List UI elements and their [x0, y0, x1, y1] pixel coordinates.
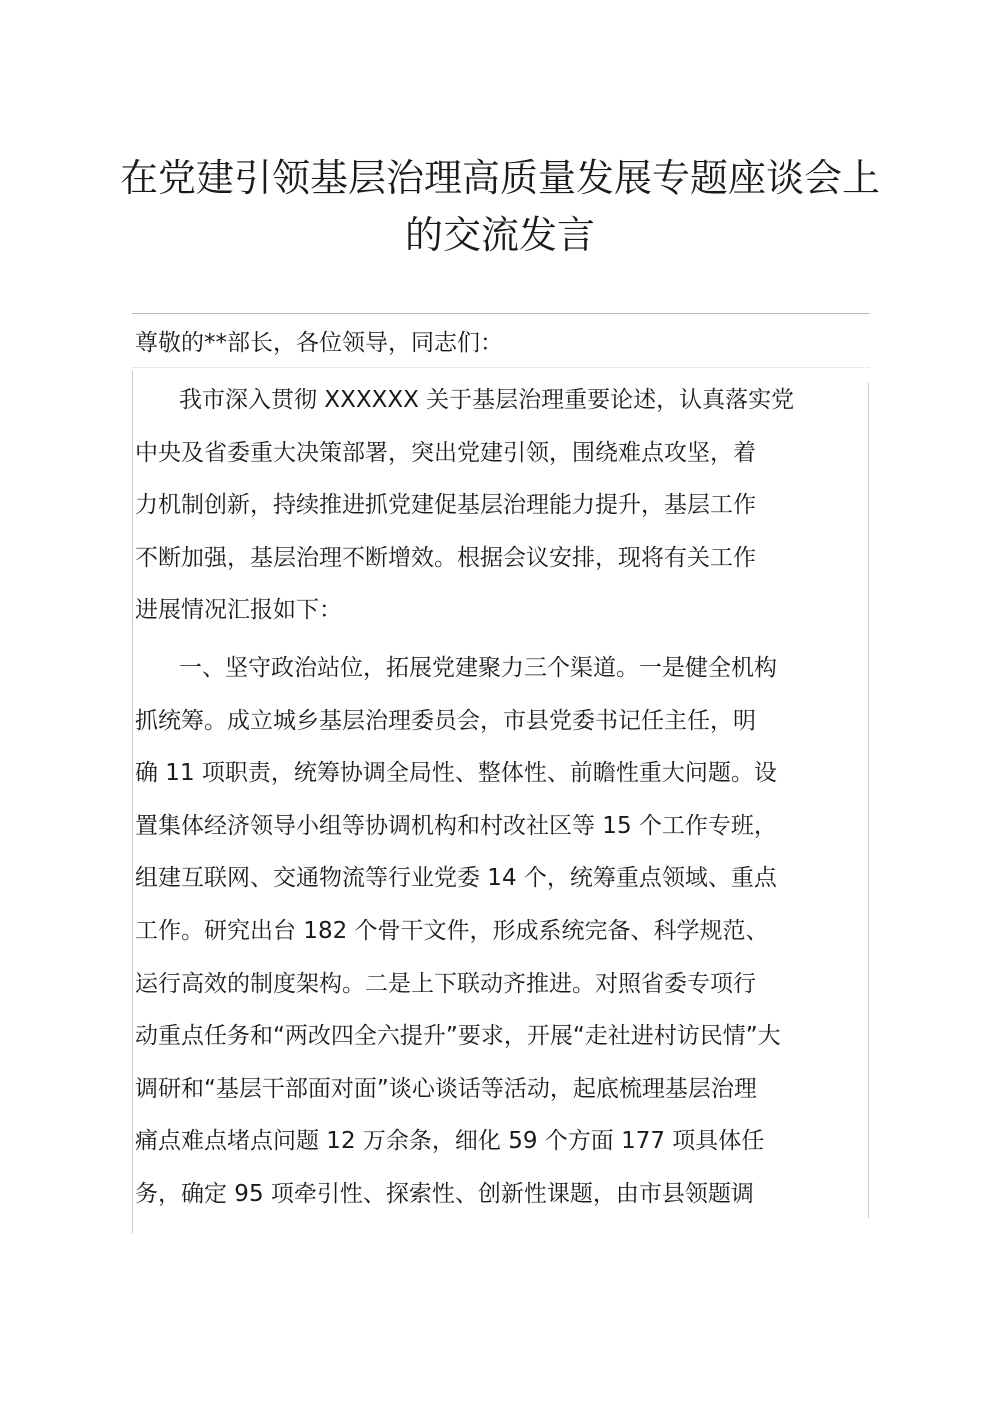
- paragraph-intro: [135, 374, 871, 637]
- paragraph-line: 不断加强，基层治理不断增效。根据会议安排，现将有关工作: [135, 544, 756, 571]
- salutation: 尊敬的**部长，各位领导，同志们：: [135, 330, 503, 356]
- paragraph-line: 中央及省委重大决策部署，突出党建引领，围绕难点攻坚，着: [135, 439, 756, 466]
- left-border: [132, 371, 133, 1233]
- paragraph-line: 力机制创新，持续推进抓党建促基层治理能力提升，基层工作: [135, 492, 756, 519]
- paragraph-line: 痛点难点堵点问题 12 万余条，细化 59 个方面 177 项具体任: [135, 1128, 765, 1155]
- paragraph-line: 进展情况汇报如下：: [135, 597, 342, 624]
- document-title: [120, 150, 880, 264]
- paragraph-line: 我市深入贯彻 XXXXXX 关于基层治理重要论述，认真落实党: [179, 387, 795, 413]
- paragraph-line: 动重点任务和“两改四全六提升”要求，开展“走社进村访民情”大: [135, 1023, 781, 1050]
- paragraph-section-one: [135, 642, 871, 1221]
- top-divider: [132, 313, 870, 314]
- paragraph-line: 调研和“基层干部面对面”谈心谈话等活动，起底梳理基层治理: [135, 1075, 757, 1102]
- title-line-2: 的交流发言: [404, 213, 595, 257]
- paragraph-line: 一、坚守政治站位，拓展党建聚力三个渠道。一是健全机构: [179, 655, 777, 681]
- paragraph-line: 运行高效的制度架构。二是上下联动齐推进。对照省委专项行: [135, 970, 756, 997]
- paragraph-line: 工作。研究出台 182 个骨干文件，形成系统完备、科学规范、: [135, 917, 769, 944]
- paragraph-line: 组建互联网、交通物流等行业党委 14 个，统筹重点领域、重点: [135, 865, 777, 892]
- title-line-1: 在党建引领基层治理高质量发展专题座谈会上: [120, 156, 881, 200]
- paragraph-line: 务，确定 95 项牵引性、探索性、创新性课题，由市县领题调: [135, 1180, 754, 1207]
- paragraph-line: 抓统筹。成立城乡基层治理委员会，市县党委书记任主任，明: [135, 707, 756, 734]
- paragraph-line: 置集体经济领导小组等协调机构和村改社区等 15 个工作专班，: [135, 812, 777, 839]
- paragraph-line: 确 11 项职责，统筹协调全局性、整体性、前瞻性重大问题。设: [135, 760, 777, 787]
